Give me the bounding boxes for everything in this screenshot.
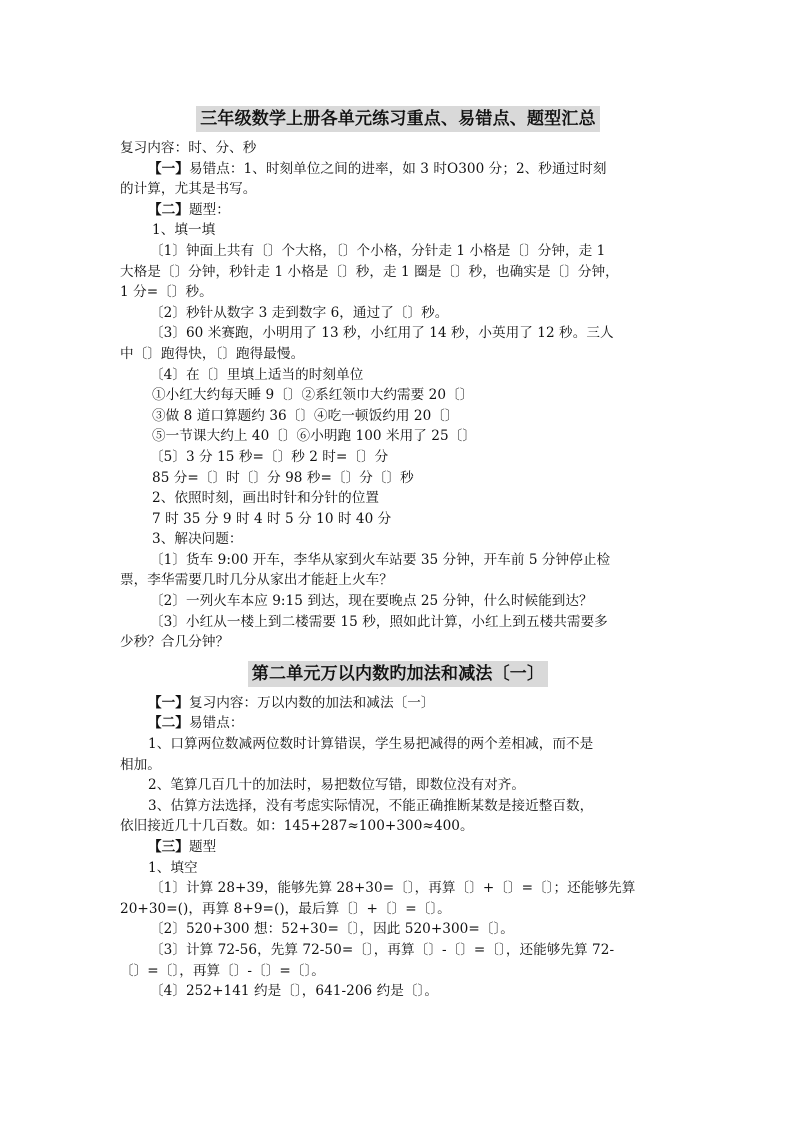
unit2-e3a: 3、估算方法选择，没有考虑实际情况，不能正确推断某数是接近整百数， [148, 797, 594, 814]
types-text: 题型 [188, 839, 217, 855]
section-heading: 【一】 [148, 694, 189, 711]
unit2-f3b: 〔〕=〔〕，再算〔〕-〔〕=〔〕。 [120, 962, 325, 979]
unit2-f2: 〔2〕520+300 想：52+30=〔〕，因此 520+300=〔〕。 [150, 921, 514, 938]
unit2-error-head [120, 713, 676, 734]
section-heading: 【二】 [148, 715, 189, 732]
unit1-q4: 〔4〕在〔〕里填上适当的时刻单位 [150, 366, 364, 383]
unit2-e1a: 1、口算两位数减两位数时计算错误，学生易把减得的两个差相减，而不是 [148, 736, 594, 753]
unit1-q5b: 85 分=〔〕时〔〕分 98 秒=〔〕分〔〕秒 [152, 469, 414, 486]
unit2-title: 第二单元万以内数旳加法和减法〔一〕 [248, 661, 548, 687]
unit2-f4: 〔4〕252+141 约是〔〕，641-206 约是〔〕。 [150, 983, 439, 1000]
unit1-q3b: 中〔〕跑得快，〔〕跑得最慢。 [120, 345, 305, 362]
unit1-p3b: 少秒？合几分钟？ [120, 634, 230, 651]
unit1-question-types [120, 200, 676, 221]
unit1-s2: 2、依照时刻，画出时针和分针的位置 [152, 490, 379, 507]
unit1-p2: 〔2〕一列火车本应 9:15 到达，现在要晚点 25 分钟，什么时候能到达？ [150, 593, 593, 610]
unit2-f1a: 〔1〕计算 28+39，能够先算 28+30=〔〕，再算〔〕+〔〕=〔〕；还能够先算 [150, 880, 636, 897]
unit1-s1: 1、填一填 [152, 222, 216, 239]
unit1-p1b: 票，李华需要几时几分从家出才能赶上火车？ [120, 572, 393, 589]
unit1-q1a: 〔1〕钟面上共有〔〕个大格，〔〕个小格，分针走 1 小格是〔〕分钟，走 1 [150, 242, 606, 259]
error-head-text: 易错点： [188, 715, 244, 732]
unit1-review: 复习内容：时、分、秒 [120, 140, 257, 156]
unit2-f1b: 20+30=()，再算 8+9=()，最后算〔〕+〔〕=〔〕。 [120, 900, 451, 917]
section-heading: 【二】 [148, 201, 189, 218]
error-text: 易错点：1、时刻单位之间的进率，如 3 时O300 分；2、秒通过时刻 [188, 160, 607, 177]
document-page [120, 100, 676, 1002]
unit1-error-points [120, 159, 676, 180]
unit1-s2a: 7 时 35 分 9 时 4 时 5 分 10 时 40 分 [152, 510, 392, 527]
section-heading: 【三】 [148, 839, 189, 855]
unit2-e2: 2、笔算几百几十的加法时，易把数位写错，即数位没有对齐。 [148, 777, 526, 794]
unit2-f3a: 〔3〕计算 72-56，先算 72-50=〔〕，再算〔〕-〔〕=〔〕，还能够先算 72- [150, 941, 615, 958]
unit1-p3a: 〔3〕小红从一楼上到二楼需要 15 秒，照如此计算，小红上到五楼共需要多 [150, 613, 608, 630]
unit2-e1b: 相加。 [120, 756, 161, 773]
type-text: 题型： [188, 201, 230, 218]
unit1-q1b: 大格是〔〕分钟，秒针走 1 小格是〔〕秒，走 1 圈是〔〕秒，也确实是〔〕分钟， [120, 263, 619, 280]
unit2-s1: 1、填空 [148, 859, 198, 876]
section-heading: 【一】 [148, 160, 189, 177]
unit1-q4c: ⑤一节课大约上 40〔〕⑥小明跑 100 米用了 25〔〕 [152, 428, 476, 445]
unit1-q2: 〔2〕秒针从数字 3 走到数字 6，通过了〔〕秒。 [150, 304, 449, 321]
review-text: 复习内容：万以内数的加法和减法〔一〕 [188, 694, 435, 711]
unit2-review [120, 693, 676, 714]
unit1-title: 三年级数学上册各单元练习重点、易错点、题型汇总 [196, 106, 600, 132]
unit1-error-points-cont: 的计算，尤其是书写。 [120, 181, 257, 198]
unit1-q4b: ③做 8 道口算题约 36〔〕④吃一顿饭约用 20〔〕 [152, 407, 459, 424]
unit1-title-block [120, 106, 676, 132]
unit2-types [120, 837, 676, 858]
unit1-p1a: 〔1〕货车 9:00 开车，李华从家到火车站要 35 分钟，开车前 5 分钟停止检 [150, 551, 611, 568]
unit1-q1c: 1 分=〔〕秒。 [120, 284, 213, 301]
unit2-e3b: 依旧接近几十几百数。如：145+287≈100+300≈400。 [120, 818, 474, 835]
unit1-q5a: 〔5〕3 分 15 秒=〔〕秒 2 时=〔〕分 [150, 448, 389, 465]
unit1-s3: 3、解决问题： [152, 531, 243, 548]
unit1-q3a: 〔3〕60 米赛跑，小明用了 13 秒，小红用了 14 秒，小英用了 12 秒。三人 [150, 325, 614, 342]
unit1-q4a: ①小红大约每天睡 9〔〕②系红领巾大约需要 20〔〕 [152, 387, 474, 404]
unit2-title-block [120, 661, 676, 687]
